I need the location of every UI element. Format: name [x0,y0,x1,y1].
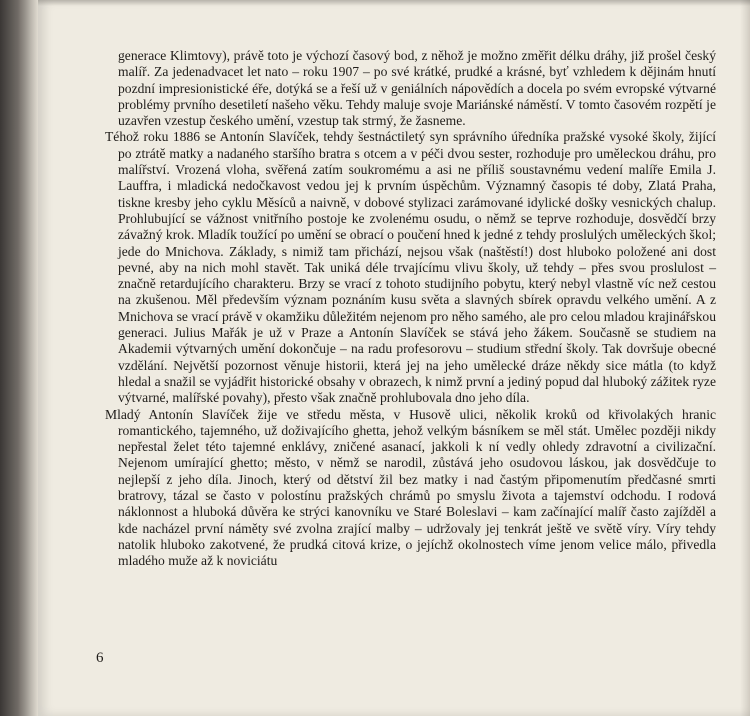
page-number: 6 [96,650,104,666]
paragraph: Téhož roku 1886 se Antonín Slavíček, tehdy šestnáctiletý syn správního úředníka pražské vysoké školy, žijící po ztrátě matky a nadaného staršího bratra s otcem a v péči dvou sester, rozhoduje pro uměleckou dráhu, pro malířství. Vrozená vloha, svěřená zatím soukromému a asi ne příliš soustavnému vedení malíře Emila J. Lauffra, i mladická nedočkavost vedou jej k prvním úspěchům. Významný časopis té doby, Zlatá Praha, tiskne kresby jeho cyklu Měsíců a naivně, v dobové stylizaci zarámované idylické došky vesnických chalup. Prohlubující se vážnost vnitřního postoje ke zvolenému osudu, o němž se teprve rozhoduje, dosvědčí brzy závažný krok. Mladík toužící po umění se obrací o poučení hned k jedné z tehdy proslulých uměleckých škol; jede do Mnichova. Základy, s nimiž tam přichází, nejsou však (naštěstí!) dost hluboko položené ani dost pevné, aby na nich mohl stavět. Tak uniká déle trvajícímu vlivu školy, už tehdy – přes svou proslulost – značně retardujícího charakteru. Brzy se vrací z tohoto studijního pobytu, který nebyl vlastně víc než cestou na zkušenou. Měl především význam poznáním kusu světa a slavných sbírek opravdu velkého umění. A z Mnichova se vrací právě v okamžiku důležitém nejenom pro něho samého, ale pro celou mladou krajinářskou generaci. Julius Mařák je už v Praze a Antonín Slavíček se stává jeho žákem. Současně se studiem na Akademii výtvarných umění dokončuje – na radu profesorovu – studium střední školy. Tak dovršuje obecné vzdělání. Největší pozornost věnuje historii, která jej na jeho umělecké dráze někdy sice mátla (to když hledal a snažil se vyjádřit historické obsahy v obrazech, k nimž první a jediný popud dal hluboký zážitek ryze výtvarné, malířské povahy), přesto však značně prohlubovala dno jeho díla. [105,129,716,406]
page-edge-shadow [740,0,750,716]
body-text [76,48,716,570]
paragraph: Mladý Antonín Slavíček žije ve středu města, v Husově ulici, několik kroků od křivolakých hranic romantického, tajemného, už doživajícího ghetta, jehož velkým básníkem se měl stát. Umělec později nikdy nepřestal želet této tajemné enklávy, zničené asanací, jakkoli k ní vedly ohledy zdravotní a civilizační. Nejenom umírající ghetto; město, v němž se narodil, zůstává jeho osudovou láskou, jak dosvědčuje to nejlepší z jeho díla. Jinoch, který od dětství žil bez matky i nad častým připomenutím předčasné smrti bratrovy, tázal se často v polostínu pražských chrámů po smyslu života a tajemství odchodu. I rodová náklonnost a hluboká důvěra ke strýci kanovníku ve Staré Boleslavi – kam začínající malíř často zajížděl a kde nacházel první náměty své zvolna zrající malby – udržovaly jej tenkrát ještě ve světě víry. Víry tehdy natolik hluboko zakotvené, že prudká citová krize, o jejíchž okolnostech víme jenom velice málo, přivedla mladého muže až k noviciátu [105,406,716,569]
paragraph-continued: generace Klimtovy), právě toto je výchozí časový bod, z něhož je možno změřit délku dráhy, již prošel český malíř. Za jedenadvacet let nato – roku 1907 – po své krátké, prudké a krásné, byť vzhledem k dějinám hnutí pozdní impresionistické éře, dotýká se a řeší už v geniálních nápovědích a docela po svém evropské výtvarné problémy prvního desetiletí našeho věku. Tehdy maluje svoje Mariánské náměstí. V tomto časovém rozpětí je uzavřen vzestup českého umění, vzestup tak strmý, že žasneme. [118,48,716,129]
book-spine-shadow [0,0,40,716]
page-top-edge [38,0,750,6]
